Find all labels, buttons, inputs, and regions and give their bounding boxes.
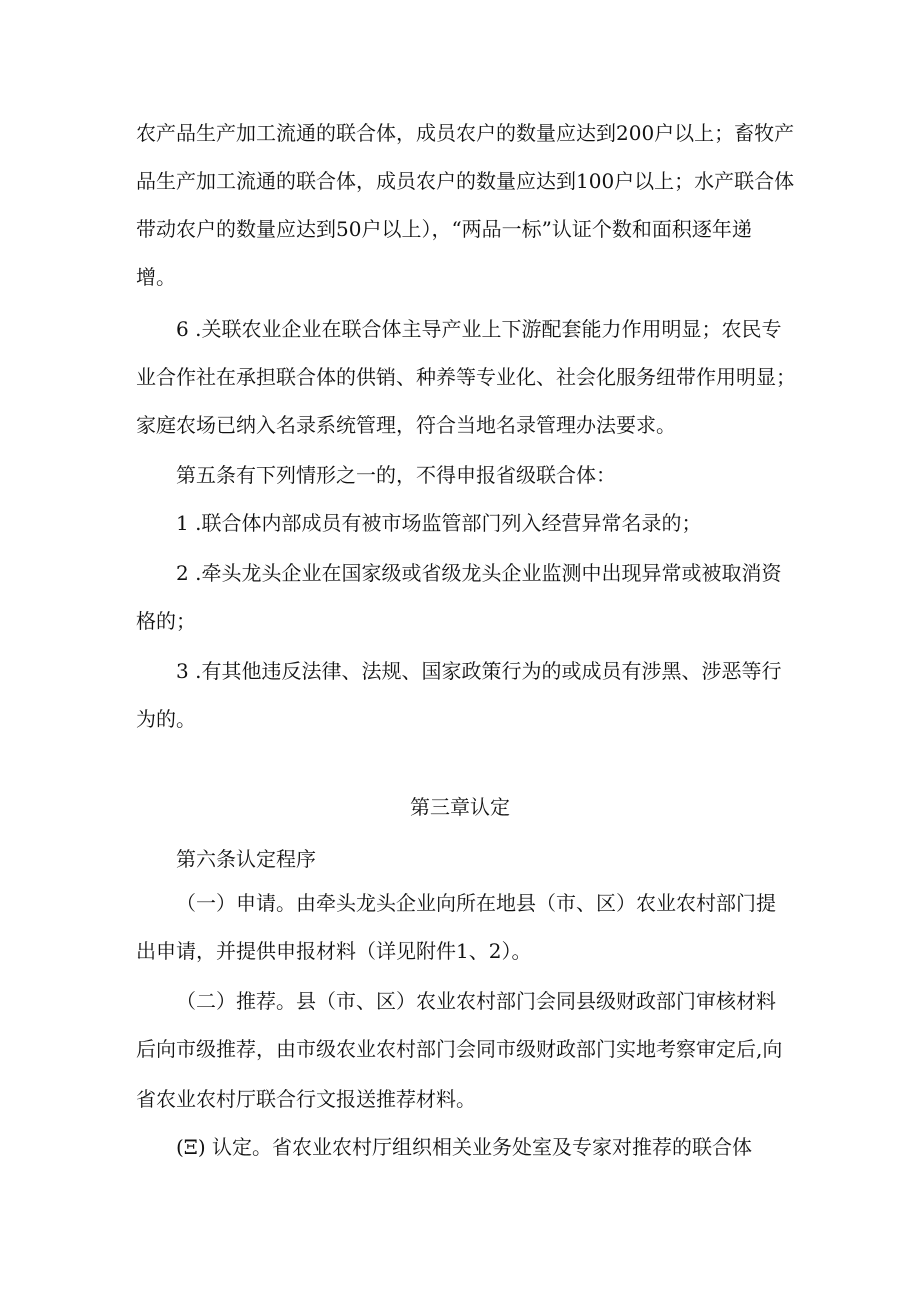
body-text: 品生产加工流通的联合体，成员农户的数量应达到100户以上；水产联合体 — [136, 169, 795, 193]
article-heading-line — [0, 460, 920, 490]
list-item-text: （二）推荐。县（市、区）农业农村部门会同县级财政部门审核材料 — [176, 989, 776, 1013]
body-line — [0, 1034, 920, 1064]
body-line — [0, 1084, 920, 1114]
list-item-text: 1 .联合体内部成员有被市场监管部门列入经营异常名录的； — [176, 511, 702, 535]
article-heading-text: 第六条认定程序 — [176, 847, 316, 871]
chapter-heading-line — [0, 792, 920, 822]
body-line — [0, 936, 920, 966]
list-item-text: 2 .牵头龙头企业在国家级或省级龙头企业监测中出现异常或被取消资 — [176, 561, 782, 585]
list-item-text: 3 .有其他违反法律、法规、国家政策行为的或成员有涉黑、涉恶等行 — [176, 659, 782, 683]
body-text: 带动农户的数量应达到50户以上），“两品一标”认证个数和面积逐年递 — [136, 217, 752, 241]
body-line — [0, 214, 920, 244]
body-line — [0, 704, 920, 734]
list-item-line — [0, 656, 920, 686]
body-line — [0, 606, 920, 636]
article-heading-text: 第五条有下列情形之一的，不得申报省级联合体： — [176, 463, 616, 487]
body-text: 农产品生产加工流通的联合体，成员农户的数量应达到200户以上；畜牧产 — [136, 121, 795, 145]
body-text: 后向市级推荐，由市级农业农村部门会同市级财政部门实地考察审定后,向 — [136, 1037, 783, 1061]
list-item-line — [0, 558, 920, 588]
body-line — [0, 118, 920, 148]
article-heading-line — [0, 844, 920, 874]
body-text: 出申请，并提供申报材料（详见附件1、2）。 — [136, 939, 532, 963]
chapter-heading-text: 第三章认定 — [410, 795, 510, 819]
list-item-text: 6 .关联农业企业在联合体主导产业上下游配套能力作用明显；农民专 — [176, 317, 782, 341]
body-text: 省农业农村厅联合行文报送推荐材料。 — [136, 1087, 476, 1111]
body-line — [0, 410, 920, 440]
list-item-line — [0, 986, 920, 1016]
list-item-line — [0, 508, 920, 538]
list-item-text: (Ξ) 认定。省农业农村厅组织相关业务处室及专家对推荐的联合体 — [176, 1135, 753, 1159]
body-line — [0, 166, 920, 196]
body-line — [0, 362, 920, 392]
body-text: 格的； — [136, 609, 196, 633]
list-item-line — [0, 1132, 920, 1162]
body-line — [0, 262, 920, 292]
body-text: 为的。 — [136, 707, 196, 731]
list-item-text: （一）申请。由牵头龙头企业向所在地县（市、区）农业农村部门提 — [176, 891, 776, 915]
list-item-line — [0, 888, 920, 918]
body-text: 家庭农场已纳入名录系统管理，符合当地名录管理办法要求。 — [136, 413, 676, 437]
list-item-line — [0, 314, 920, 344]
body-text: 业合作社在承担联合体的供销、种养等专业化、社会化服务纽带作用明显； — [136, 365, 796, 389]
body-text: 增。 — [136, 265, 176, 289]
